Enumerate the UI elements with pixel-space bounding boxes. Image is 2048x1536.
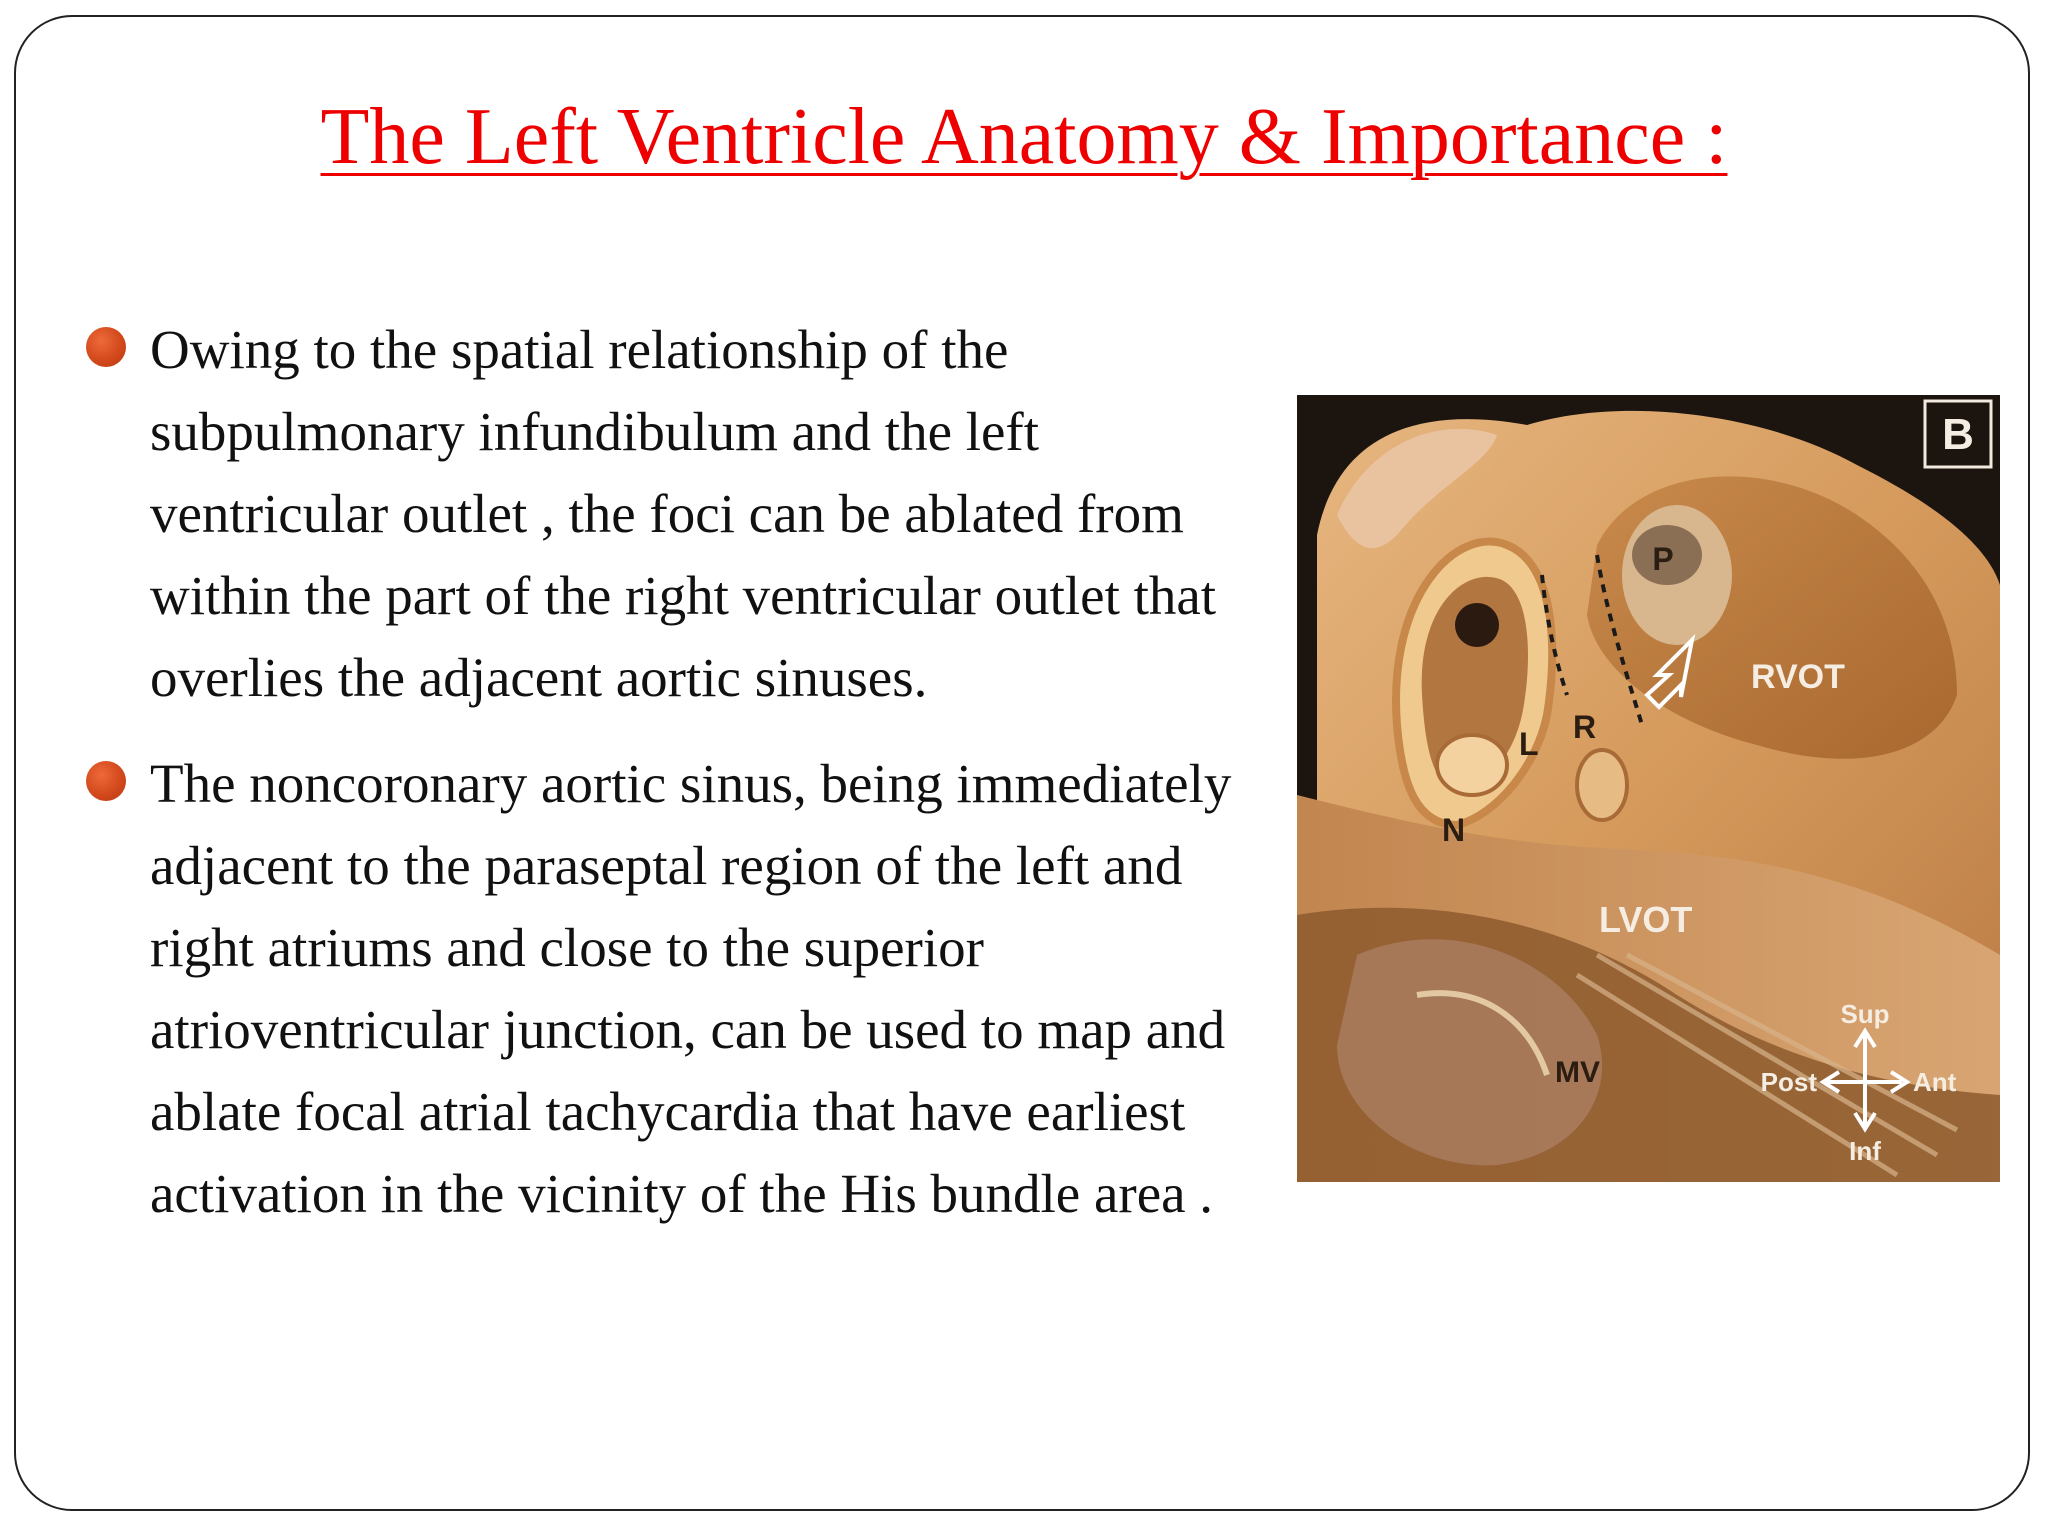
label-l: L — [1519, 726, 1539, 762]
label-rvot: RVOT — [1751, 658, 1845, 696]
slide — [14, 15, 2030, 1511]
heart-section-illustration — [1297, 395, 2000, 1182]
label-ant: Ant — [1913, 1067, 1957, 1097]
label-inf: Inf — [1849, 1136, 1881, 1166]
bullet-text: Owing to the spatial relationship of the subpulmonary infundibulum and the left ventricular outlet , the foci can be ablated from within the part of the right ventricular outlet that overlies the adjacent aortic sinuses. — [150, 319, 1217, 708]
bullet-list — [86, 309, 1286, 1259]
slide-title: The Left Ventricle Anatomy & Importance : — [320, 93, 1728, 181]
bullet-text: The noncoronary aortic sinus, being immediately adjacent to the paraseptal region of the left and right atriums and close to the superior atrioventricular junction, can be used to map and ablate focal atrial tachycardia that have earliest activation in the vicinity of the His bundle area . — [150, 753, 1232, 1224]
bullet-item — [86, 309, 1286, 719]
bullet-dot-icon — [86, 761, 126, 801]
label-r: R — [1573, 709, 1597, 745]
label-sup: Sup — [1840, 999, 1890, 1029]
bullet-item — [86, 743, 1286, 1235]
label-n: N — [1442, 812, 1466, 848]
label-mv: MV — [1555, 1056, 1600, 1089]
label-lvot: LVOT — [1599, 899, 1693, 940]
bullet-dot-icon — [86, 327, 126, 367]
heart-anatomy-figure — [1297, 395, 2000, 1182]
panel-label: B — [1942, 410, 1974, 459]
label-post: Post — [1760, 1067, 1817, 1097]
label-p: P — [1652, 541, 1674, 577]
